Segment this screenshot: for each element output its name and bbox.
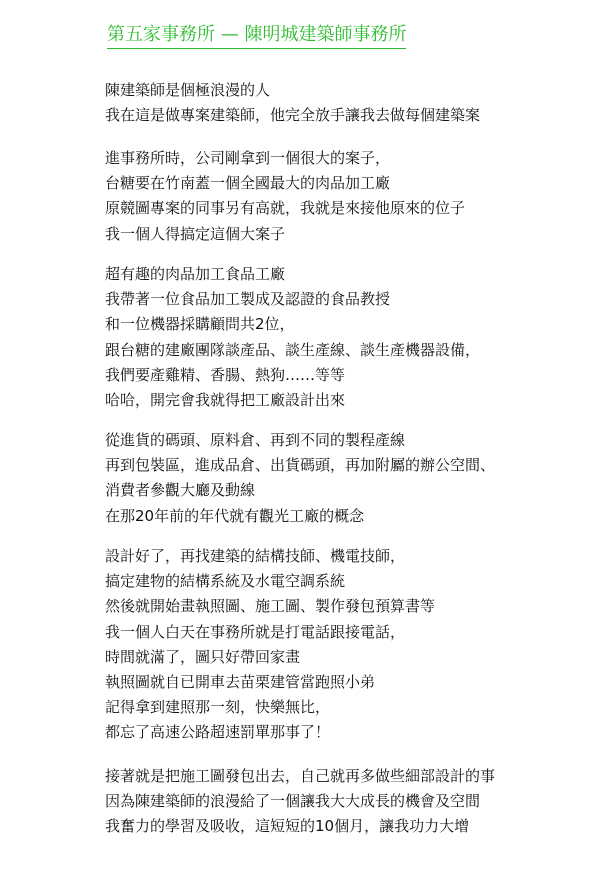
text-line: 跟台糖的建廠團隊談產品、談生產線、談生產機器設備， <box>105 340 481 359</box>
text-line: 我們要產雞精、香腸、熱狗……等等 <box>105 365 346 384</box>
paragraph-design-permits <box>105 544 605 746</box>
paragraph-big-project <box>105 146 605 247</box>
text-line: 超有趣的肉品加工食品工廠 <box>105 265 286 283</box>
text-line: 消費者參觀大廳及動線 <box>105 481 256 500</box>
text-line: 我在這是做專案建築師，他完全放手讓我去做每個建築案 <box>105 106 481 125</box>
text-line: 從進貨的碼頭、原料倉、再到不同的製程產線 <box>105 431 406 449</box>
paragraph-intro <box>105 78 605 128</box>
paragraph-factory-layout <box>105 428 605 529</box>
text-line: 進事務所時，公司剛拿到一個很大的案子， <box>105 149 391 167</box>
text-line: 記得拿到建照那一刻，快樂無比， <box>105 698 331 717</box>
text-line: 再到包裝區，進成品倉、出貨碼頭，再加附屬的辦公空間、 <box>105 456 496 475</box>
text-line: 和一位機器採購顧問共2位， <box>105 315 295 334</box>
text-line: 都忘了高速公路超速罰單那事了！ <box>105 723 331 742</box>
paragraph-conclusion <box>105 764 605 840</box>
page-title: 第五家事務所 — 陳明城建築師事務所 <box>107 24 406 49</box>
text-line: 執照圖就自已開車去苗栗建管當跑照小弟 <box>105 673 376 692</box>
text-line: 接著就是把施工圖發包出去，自己就再多做些細部設計的事 <box>105 767 496 785</box>
text-line: 我一個人得搞定這個大案子 <box>105 224 286 243</box>
text-line: 因為陳建築師的浪漫給了一個讓我大大成長的機會及空間 <box>105 792 481 811</box>
text-line: 我帶著一位食品加工製成及認證的食品教授 <box>105 290 391 309</box>
text-line: 然後就開始畫執照圖、施工圖、製作發包預算書等 <box>105 597 436 616</box>
text-line: 設計好了，再找建築的結構技師、機電技師， <box>105 547 406 565</box>
text-line: 台糖要在竹南蓋一個全國最大的肉品加工廠 <box>105 174 391 193</box>
text-line: 陳建築師是個極浪漫的人 <box>105 81 271 99</box>
text-line: 在那20年前的年代就有觀光工廠的概念 <box>105 506 365 525</box>
text-line: 我奮力的學習及吸收，這短短的10個月，讓我功力大增 <box>105 817 470 836</box>
paragraph-food-factory <box>105 262 605 413</box>
text-line: 我一個人白天在事務所就是打電話跟接電話， <box>105 622 406 641</box>
text-line: 時間就滿了，圖只好帶回家畫 <box>105 647 301 666</box>
text-line: 搞定建物的結構系統及水電空調系統 <box>105 572 346 591</box>
text-line: 哈哈，開完會我就得把工廠設計出來 <box>105 391 346 410</box>
text-line: 原競圖專案的同事另有高就，我就是來接他原來的位子 <box>105 199 466 218</box>
